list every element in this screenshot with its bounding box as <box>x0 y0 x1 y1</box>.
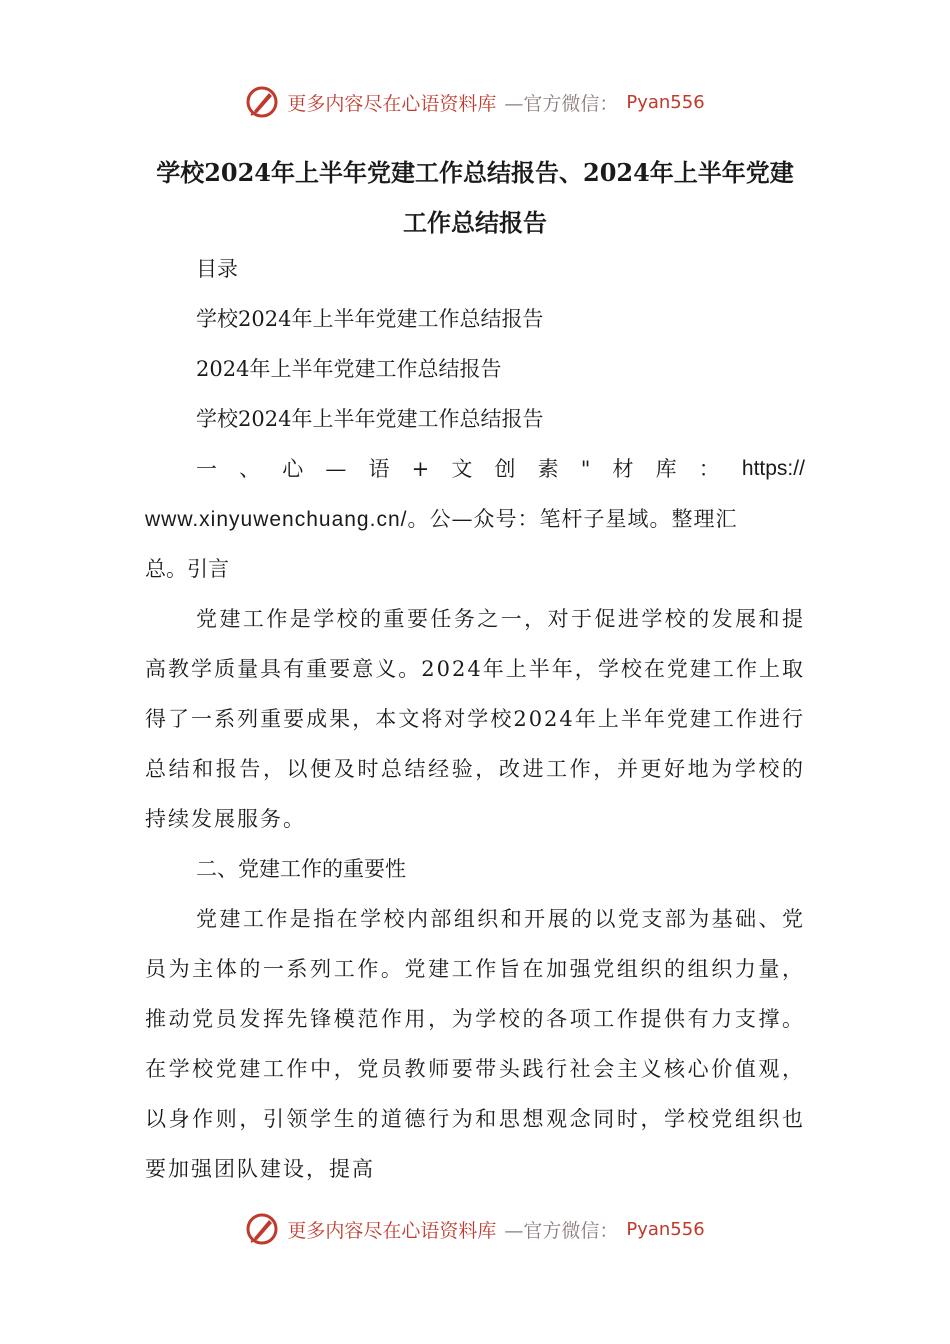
banner-text-wechat: —官方微信： <box>504 1219 619 1242</box>
intro-char: 文 <box>451 457 473 481</box>
intro-char: 、 <box>239 457 261 481</box>
intro-char: + <box>411 457 430 481</box>
intro-line-3: 总。引言 <box>145 557 229 581</box>
intro-line-2 <box>145 494 805 545</box>
intro-char: 素 <box>537 457 559 481</box>
banner-text-id: Pyan556 <box>626 1218 705 1240</box>
intro-rest: 。公—众号：笔杆子星域。整理汇 <box>407 507 738 531</box>
banner-text-id: Pyan556 <box>626 91 705 113</box>
body-paragraph: 党建工作是学校的重要任务之一，对于促进学校的发展和提高教学质量具有重要意义。2024年上半年，学校在党建工作上取得了一系列重要成果，本文将对学校2024年上半年党建工作进行总结和报告，以便及时总结经验，改进工作，并更好地为学校的持续发展服务。 <box>145 607 805 831</box>
intro-char: 语 <box>368 457 390 481</box>
pen-logo-icon <box>245 85 279 119</box>
banner-text-wechat: —官方微信： <box>504 92 619 115</box>
body-paragraph: 党建工作是指在学校内部组织和开展的以党支部为基础、党员为主体的一系列工作。党建工作旨在加强党组织的组织力量，推动党员发挥先锋模范作用，为学校的各项工作提供有力支撑。在学校党建工作中，党员教师要带头践行社会主义核心价值观，以身作则，引领学生的道德行为和思想观念同时，学校党组织也要加强团队建设，提高 <box>145 907 805 1181</box>
toc-item: 学校2024年上半年党建工作总结报告 <box>196 307 544 331</box>
pen-logo-icon <box>245 1212 279 1246</box>
intro-url: www.xinyuwenchuang.cn/ <box>145 508 408 531</box>
intro-char: ： <box>698 457 720 481</box>
intro-url-prefix: https:// <box>741 457 805 480</box>
intro-char: " <box>580 457 591 481</box>
banner-text-main: 更多内容尽在心语资料库 <box>287 1219 497 1242</box>
intro-char: 心 <box>282 457 304 481</box>
toc-item: 2024年上半年党建工作总结报告 <box>196 357 502 381</box>
toc-item: 学校2024年上半年党建工作总结报告 <box>196 407 544 431</box>
intro-char: 一 <box>196 457 217 481</box>
section-heading: 二、党建工作的重要性 <box>196 857 406 881</box>
intro-char: 材 <box>612 457 634 481</box>
intro-spread-line <box>196 444 805 494</box>
intro-char: 库 <box>655 457 677 481</box>
header-banner <box>0 82 950 122</box>
intro-char: — <box>325 457 347 481</box>
toc-heading: 目录 <box>196 257 238 281</box>
document-title: 学校2024年上半年党建工作总结报告、2024年上半年党建工作总结报告 <box>156 158 794 237</box>
intro-char: 创 <box>494 457 516 481</box>
banner-text-main: 更多内容尽在心语资料库 <box>287 92 497 115</box>
footer-banner <box>0 1209 950 1249</box>
